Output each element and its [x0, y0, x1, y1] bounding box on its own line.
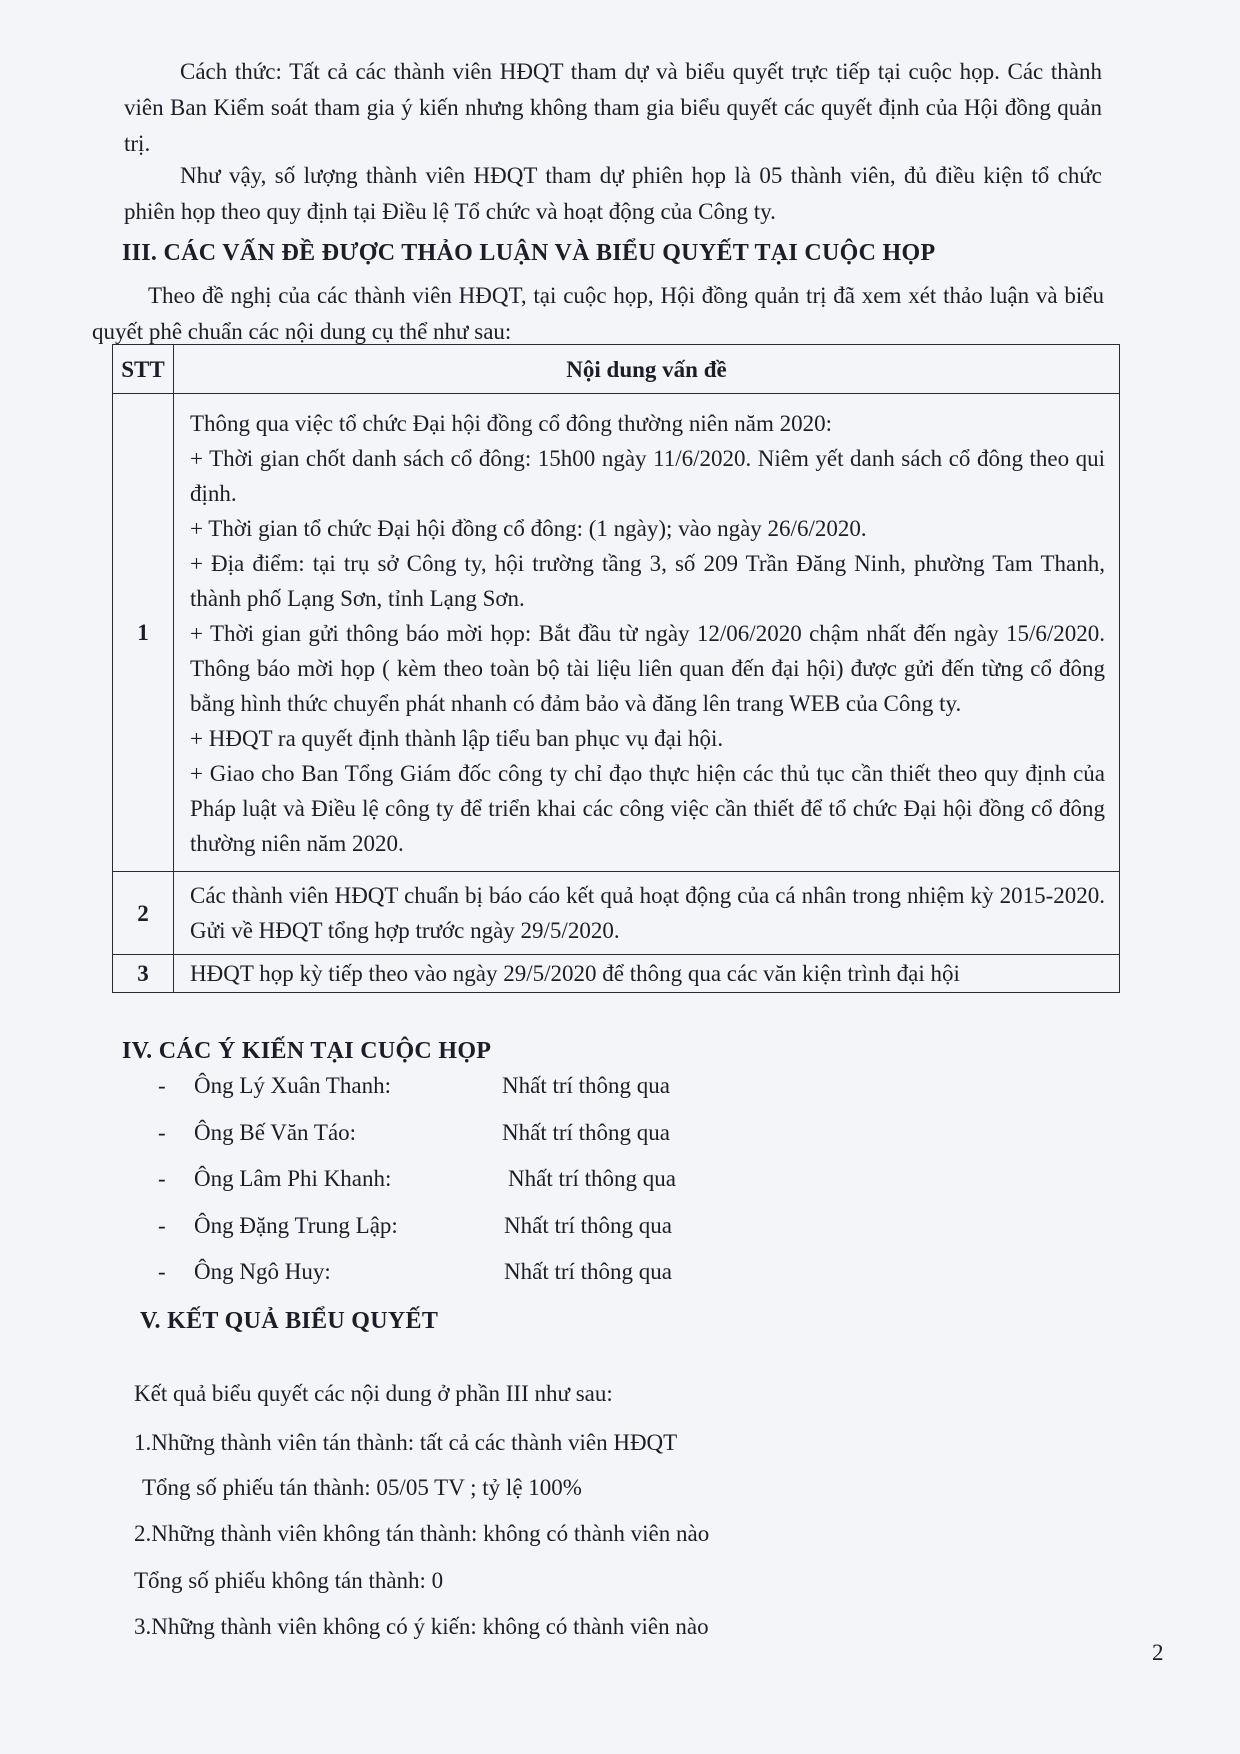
section-3-heading: III. CÁC VẤN ĐỀ ĐƯỢC THẢO LUẬN VÀ BIỂU QUYẾT TẠI CUỘC HỌP: [122, 240, 936, 266]
list-item: [152, 1161, 852, 1208]
member-vote: Nhất trí thông qua: [508, 1166, 676, 1191]
bullet-dash: -: [158, 1259, 166, 1284]
section-5-heading: V. KẾT QUẢ BIỂU QUYẾT: [140, 1308, 439, 1334]
against-members: 2.Những thành viên không tán thành: không có thành viên nào: [134, 1521, 710, 1546]
abstain-members: 3.Những thành viên không có ý kiến: không có thành viên nào: [134, 1614, 709, 1639]
table-row: [113, 394, 1120, 872]
approve-total: Tổng số phiếu tán thành: 05/05 TV ; tỷ lệ 100%: [142, 1475, 582, 1500]
row-line: + Thời gian chốt danh sách cổ đông: 15h00 ngày 11/6/2020. Niêm yết danh sách cổ đông theo qui định.: [190, 446, 1105, 506]
row-content: [174, 872, 1120, 955]
column-header-content: Nội dung vấn đề: [174, 345, 1120, 394]
row-line: Thông qua việc tổ chức Đại hội đồng cổ đông thường niên năm 2020:: [190, 411, 833, 436]
against-total: Tổng số phiếu không tán thành: 0: [134, 1568, 444, 1593]
row-number: 1: [113, 394, 174, 872]
opinions-list: [152, 1068, 852, 1301]
approve-members: 1.Những thành viên tán thành: tất cả các thành viên HĐQT: [134, 1430, 678, 1455]
row-content: [174, 955, 1120, 993]
member-name: Ông Ngô Huy:: [194, 1259, 331, 1284]
quorum-paragraph: Như vậy, số lượng thành viên HĐQT tham dự phiên họp là 05 thành viên, đủ điều kiện tổ chức phiên họp theo quy định tại Điều lệ Tổ chức và hoạt động của Công ty.: [124, 163, 1102, 224]
list-item: [152, 1208, 852, 1255]
table-row: [113, 955, 1120, 993]
list-item: [152, 1254, 852, 1301]
row-line: Các thành viên HĐQT chuẩn bị báo cáo kết quả hoạt động của cá nhân trong nhiệm kỳ 2015-2020. Gửi về HĐQT tổng hợp trước ngày 29/5/2020.: [190, 883, 1105, 943]
row-line: + Thời gian tổ chức Đại hội đồng cổ đông: (1 ngày); vào ngày 26/6/2020.: [190, 516, 867, 541]
table-header-row: [113, 345, 1120, 394]
member-vote: Nhất trí thông qua: [504, 1259, 672, 1284]
row-line: + Thời gian gửi thông báo mời họp: Bắt đầu từ ngày 12/06/2020 chậm nhất đến ngày 15/6/2020. Thông báo mời họp ( kèm theo toàn bộ tài liệu liên quan đến đại hội) được gửi đến từng cổ đông bằng hình thức chuyển phát nhanh có đảm bảo và đăng lên trang WEB của Công ty.: [190, 621, 1105, 716]
member-name: Ông Lâm Phi Khanh:: [194, 1166, 392, 1191]
results-intro: Kết quả biểu quyết các nội dung ở phần III như sau:: [134, 1381, 613, 1406]
member-name: Ông Lý Xuân Thanh:: [194, 1073, 391, 1098]
row-content: [174, 394, 1120, 872]
list-item: [152, 1068, 852, 1115]
row-line: HĐQT họp kỳ tiếp theo vào ngày 29/5/2020 để thông qua các văn kiện trình đại hội: [190, 961, 960, 986]
section-3-intro: Theo đề nghị của các thành viên HĐQT, tại cuộc họp, Hội đồng quản trị đã xem xét thảo luận và biểu quyết phê chuẩn các nội dung cụ thể như sau:: [92, 283, 1104, 344]
row-line: + Giao cho Ban Tổng Giám đốc công ty chỉ đạo thực hiện các thủ tục cần thiết theo quy định của Pháp luật và Điều lệ công ty để triển khai các công việc cần thiết để tổ chức Đại hội đồng cổ đông thường niên năm 2020.: [190, 761, 1105, 856]
list-item: [152, 1115, 852, 1162]
member-vote: Nhất trí thông qua: [502, 1073, 670, 1098]
bullet-dash: -: [158, 1073, 166, 1098]
bullet-dash: -: [158, 1166, 166, 1191]
row-line: + HĐQT ra quyết định thành lập tiểu ban phục vụ đại hội.: [190, 726, 724, 751]
member-vote: Nhất trí thông qua: [502, 1119, 670, 1145]
row-line: + Địa điểm: tại trụ sở Công ty, hội trường tầng 3, số 209 Trần Đăng Ninh, phường Tam Thanh, thành phố Lạng Sơn, tỉnh Lạng Sơn.: [190, 551, 1105, 611]
member-name: Ông Đặng Trung Lập:: [194, 1212, 398, 1238]
member-name: Ông Bế Văn Táo:: [194, 1119, 357, 1145]
meeting-method-paragraph: Cách thức: Tất cả các thành viên HĐQT tham dự và biểu quyết trực tiếp tại cuộc họp. Các thành viên Ban Kiểm soát tham gia ý kiến nhưng không tham gia biểu quyết các quyết định của Hội đồng quản trị.: [124, 59, 1102, 156]
member-vote: Nhất trí thông qua: [504, 1212, 672, 1238]
bullet-dash: -: [158, 1212, 166, 1238]
row-number: 2: [113, 872, 174, 955]
table-row: [113, 872, 1120, 955]
column-header-stt: STT: [113, 345, 174, 394]
bullet-dash: -: [158, 1119, 166, 1145]
page-number: 2: [1152, 1640, 1164, 1665]
row-number: 3: [113, 955, 174, 993]
issues-table: [112, 344, 1120, 993]
section-4-heading: IV. CÁC Ý KIẾN TẠI CUỘC HỌP: [122, 1038, 492, 1064]
